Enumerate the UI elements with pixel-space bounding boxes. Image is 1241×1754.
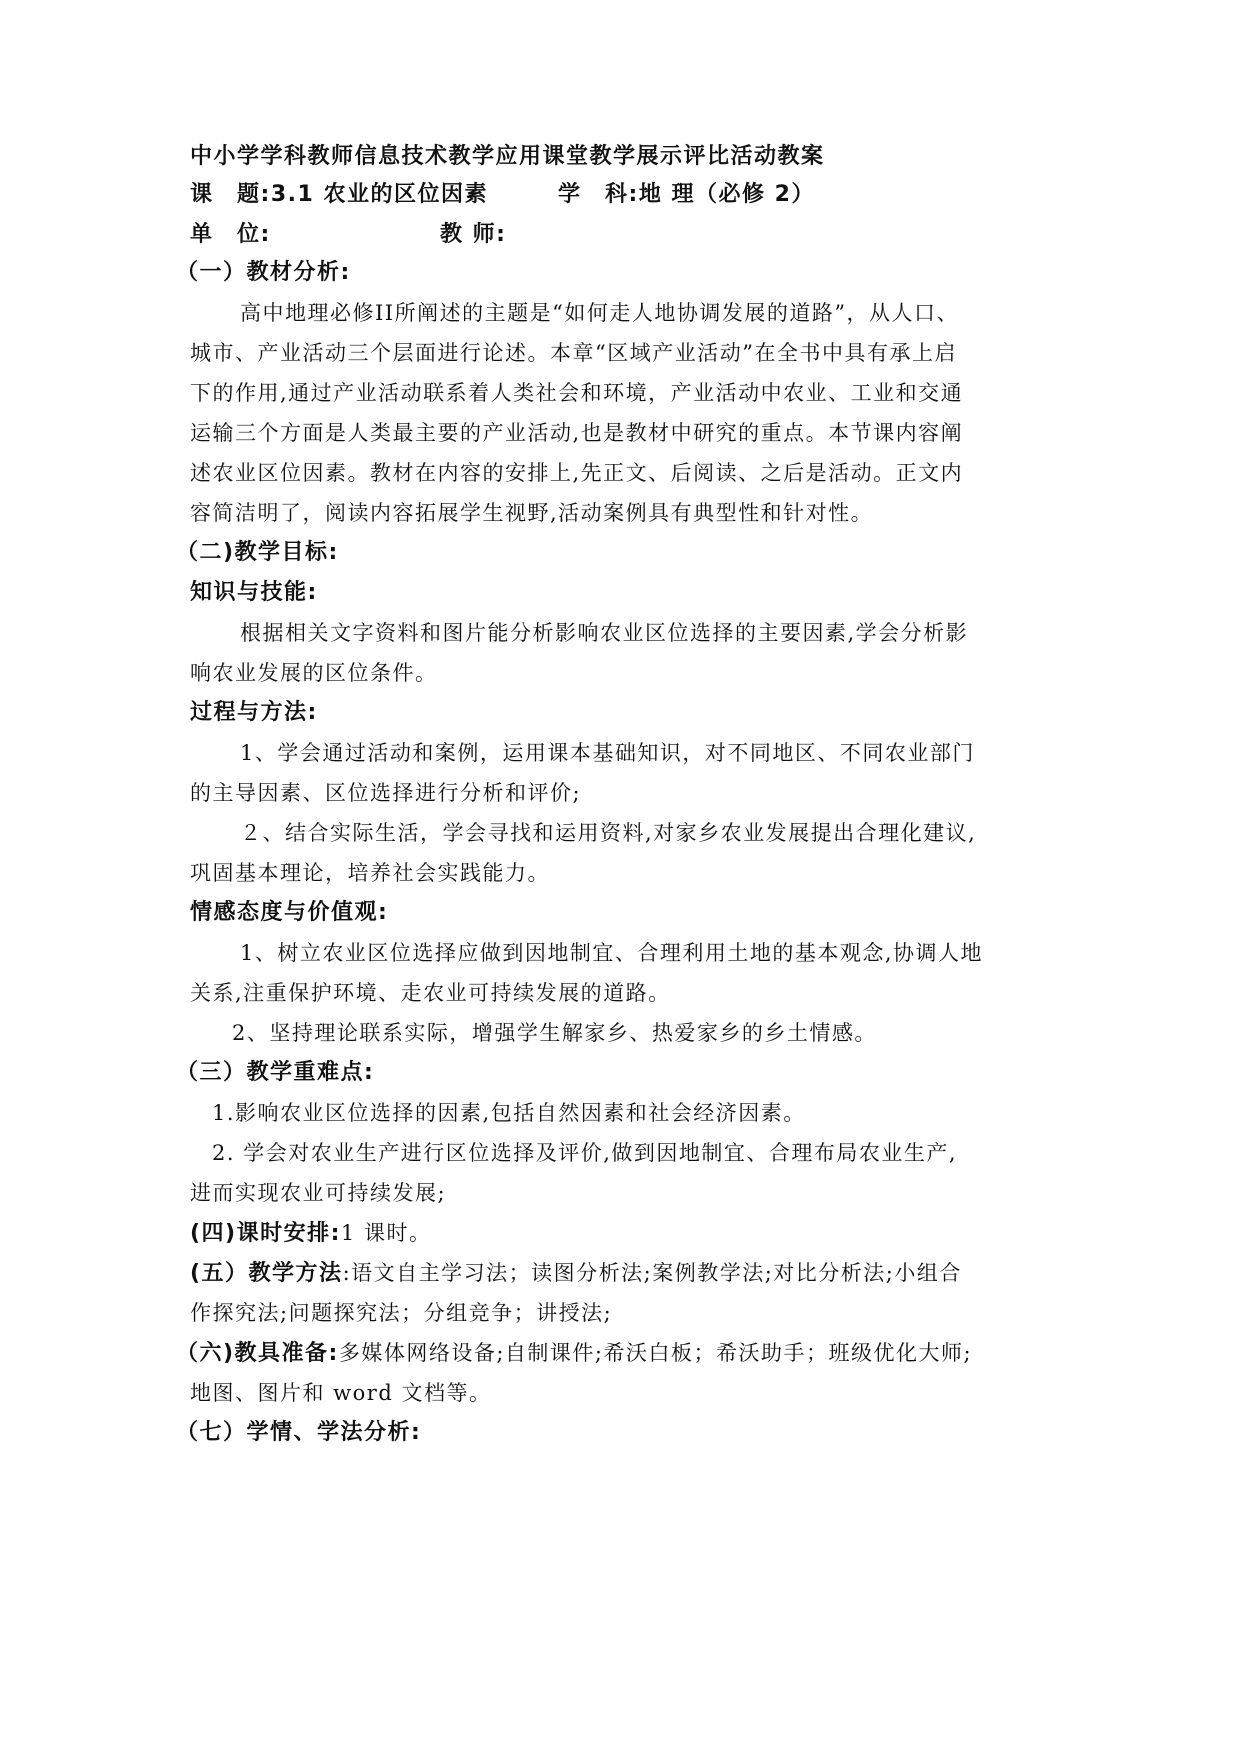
topic-value: 3.1 农业的区位因素 (270, 182, 488, 207)
section-6-row (176, 1338, 972, 1369)
section-6-heading: （六)教具准备: (176, 1341, 339, 1366)
emotion-line: 1、树立农业区位选择应做到因地制宜、合理利用土地的基本观念,协调人地 (240, 941, 984, 965)
section-1-line: 运输三个方面是人类最主要的产业活动,也是教材中研究的重点。本节课内容阐 (190, 421, 964, 445)
document-title: 中小学学科教师信息技术教学应用课堂教学展示评比活动教案 (190, 144, 825, 169)
section-1-line: 下的作用,通过产业活动联系着人类社会和环境，产业活动中农业、工业和交通 (190, 381, 964, 405)
topic-label: 课 题: (190, 182, 271, 207)
section-6-line: 地图、图片和 word 文档等。 (190, 1381, 492, 1405)
process-line: 的主导因素、区位选择进行分析和评价; (190, 781, 582, 805)
knowledge-line: 响农业发展的区位条件。 (190, 661, 438, 685)
section-1-line: 高中地理必修II所阐述的主题是“如何走人地协调发展的道路”，从人口、 (240, 301, 960, 325)
knowledge-heading: 知识与技能: (190, 580, 318, 605)
section-5-value: :语文自主学习法；读图分析法;案例教学法;对比分析法;小组合 (342, 1261, 962, 1285)
section-1-line: 述农业区位因素。教材在内容的安排上,先正文、后阅读、之后是活动。正文内 (190, 461, 964, 485)
subject-value: 地 理（必修 2） (638, 182, 815, 207)
section-6-value: 多媒体网络设备;自制课件;希沃白板；希沃助手；班级优化大师; (338, 1341, 973, 1365)
section-5-line: 作探究法;问题探究法；分组竞争；讲授法; (190, 1301, 613, 1325)
section-3-heading: （三）教学重难点: (176, 1060, 375, 1085)
process-line: 1、学会通过活动和案例，运用课本基础知识，对不同地区、不同农业部门 (240, 741, 975, 765)
section-4-heading: (四)课时安排: (190, 1221, 341, 1246)
section-4-row (190, 1218, 431, 1249)
section-4-value: 1 课时。 (340, 1221, 432, 1245)
knowledge-line: 根据相关文字资料和图片能分析影响农业区位选择的主要因素,学会分析影 (240, 621, 969, 645)
section-1-line: 容简洁明了，阅读内容拓展学生视野,活动案例具有典型性和针对性。 (190, 501, 874, 525)
process-heading: 过程与方法: (190, 700, 318, 725)
section-1-line: 城市、产业活动三个层面进行论述。本章“区域产业活动”在全书中具有承上启 (190, 341, 957, 365)
section-1-heading: （一）教材分析: (176, 260, 351, 285)
section-5-heading: (五）教学方法 (190, 1261, 343, 1286)
process-line: ２、结合实际生活，学会寻找和运用资料,对家乡农业发展提出合理化建议, (240, 821, 977, 845)
section-5-row (190, 1258, 962, 1289)
header-subject (558, 180, 815, 210)
subject-label: 学 科: (558, 182, 639, 207)
emotion-line: 关系,注重保护环境、走农业可持续发展的道路。 (190, 981, 671, 1005)
teacher-label: 教 师: (440, 222, 507, 247)
section-2-heading: （二)教学目标: (176, 540, 339, 565)
section-7-heading: （七）学情、学法分析: (176, 1420, 422, 1445)
unit-label: 单 位: (190, 222, 271, 247)
header-topic-row (190, 180, 488, 210)
process-line: 巩固基本理论，培养社会实践能力。 (190, 861, 550, 885)
section-3-line: 1.影响农业区位选择的因素,包括自然因素和社会经济因素。 (212, 1101, 806, 1125)
emotion-line: 2、坚持理论联系实际，增强学生解家乡、热爱家乡的乡土情感。 (232, 1021, 877, 1045)
section-3-line: 进而实现农业可持续发展; (190, 1181, 447, 1205)
emotion-heading: 情感态度与价值观: (190, 900, 389, 925)
section-3-line: 2. 学会对农业生产进行区位选择及评价,做到因地制宜、合理布局农业生产, (212, 1141, 958, 1165)
